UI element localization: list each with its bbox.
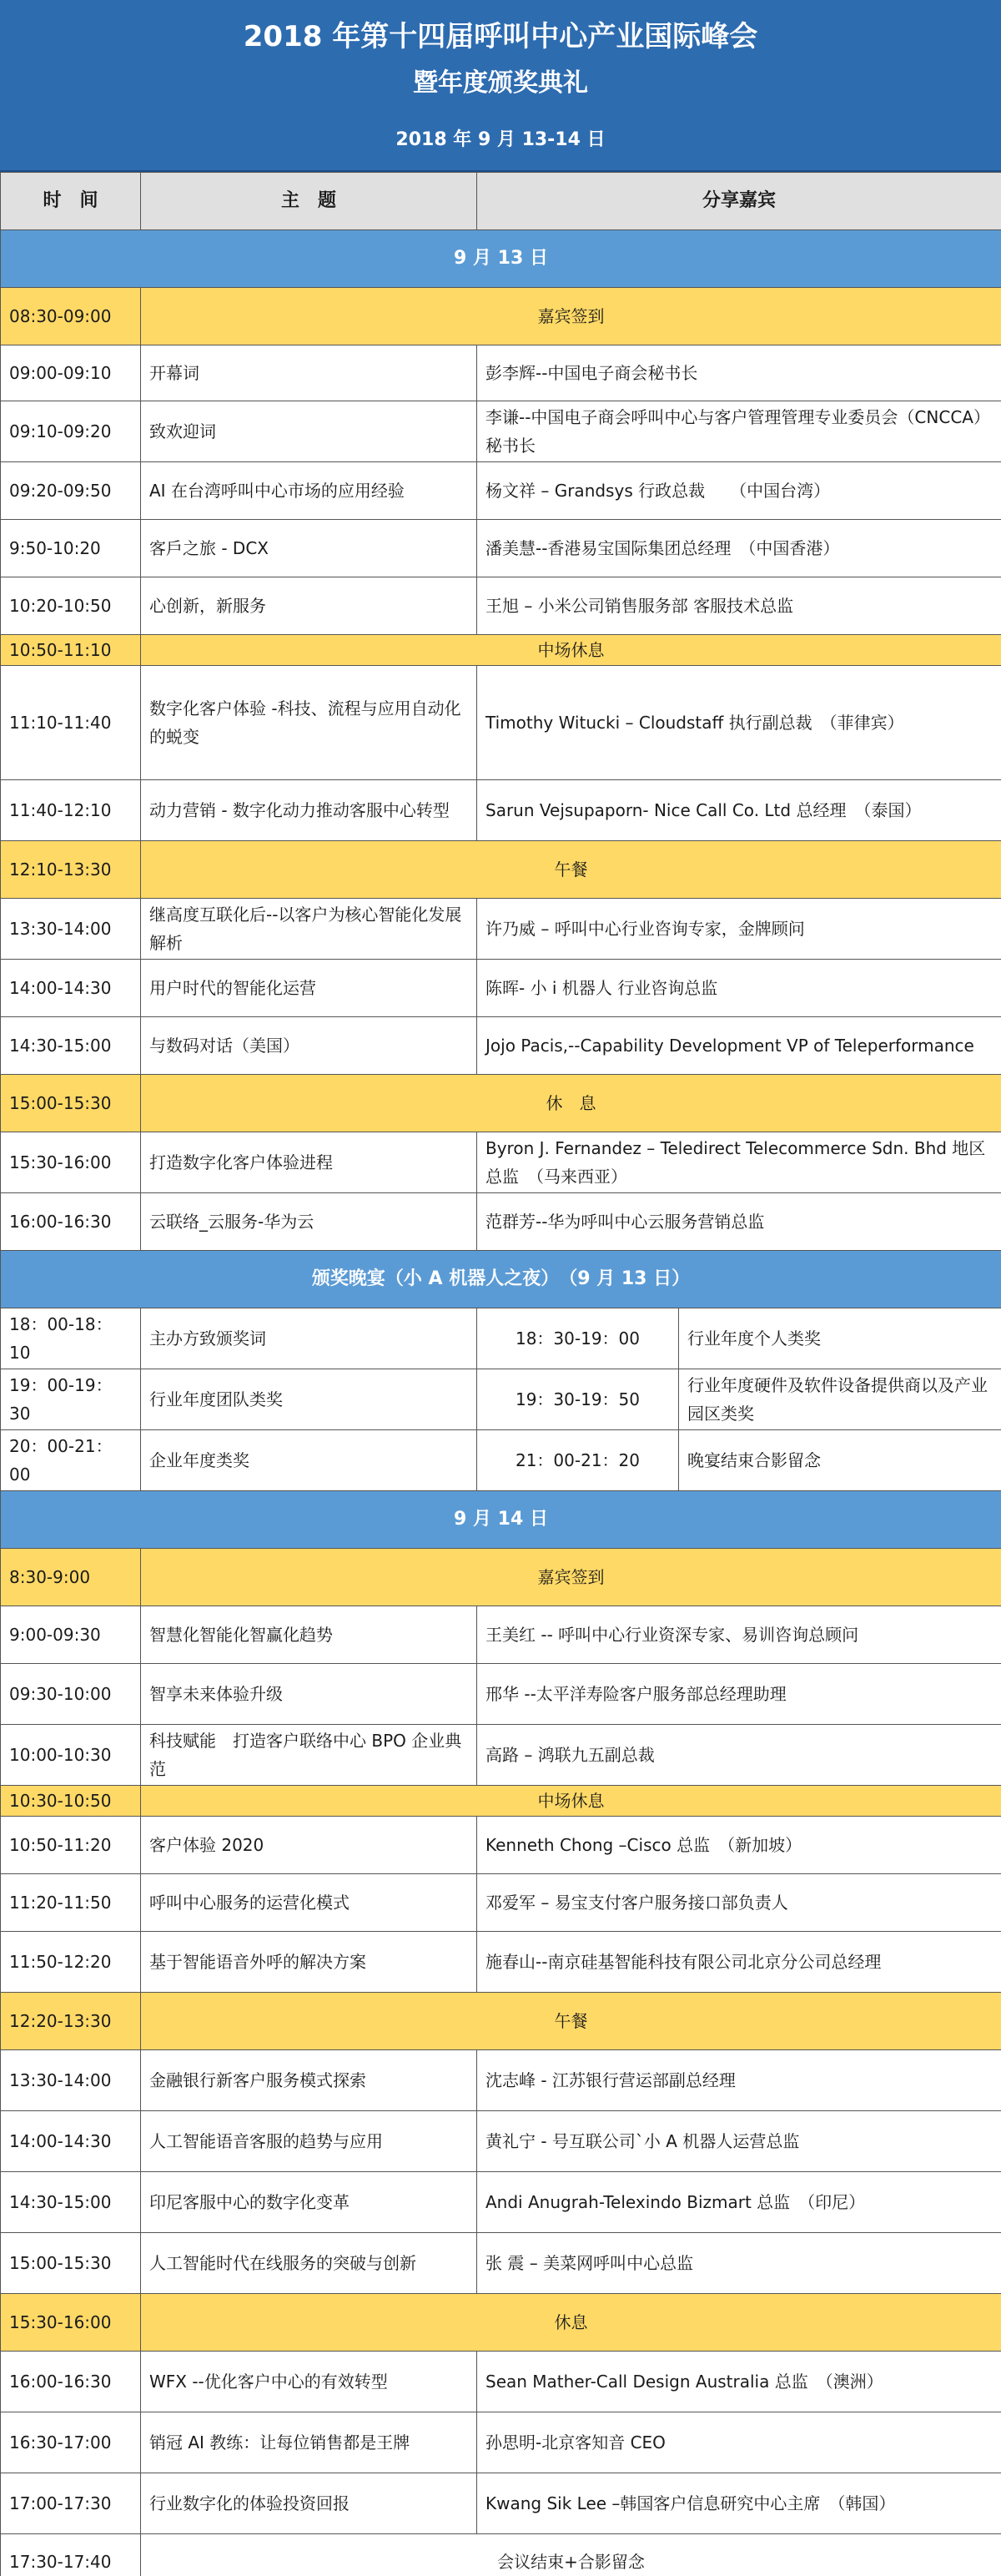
schedule-table [0,172,1001,2576]
table-row: 14:30-15:00 与数码对话（美国） Jojo Pacis,--Capability Development VP of Teleperformance [1,1017,1001,1075]
table-row: 11:40-12:10 动力营销 - 数字化动力推动客服中心转型 Sarun Vejsupaporn- Nice Call Co. Ltd 总经理 （泰国） [1,780,1001,841]
table-row: 09:20-09:50 AI 在台湾呼叫中心市场的应用经验 杨文祥 – Grandsys 行政总裁 （中国台湾） [1,462,1001,520]
col-speaker-header: 分享嘉宾 [477,173,1001,230]
table-row: 17:00-17:30 行业数字化的体验投资回报 Kwang Sik Lee –韩国客户信息研究中心主席 （韩国） [1,2473,1001,2534]
table-row: 09:00-09:10 开幕词 彭李辉--中国电子商会秘书长 [1,345,1001,401]
page-title: 2018 年第十四届呼叫中心产业国际峰会 [243,20,758,53]
day-header: 9 月 13 日 [1,230,1001,288]
gala-row: 18：00-18：10 主办方致颁奖词 18：30-19：00 行业年度个人类奖 [1,1308,1001,1369]
table-row: 11:10-11:40 数字化客户体验 -科技、流程与应用自动化的蜕变 Timothy Witucki – Cloudstaff 执行副总裁 （菲律宾） [1,666,1001,780]
break-row: 8:30-9:00 嘉宾签到 [1,1549,1001,1606]
table-row: 11:20-11:50 呼叫中心服务的运营化模式 邓爱军 – 易宝支付客户服务接口部负责人 [1,1874,1001,1932]
gala-header: 颁奖晚宴（小 A 机器人之夜） （9 月 13 日） [1,1251,1001,1308]
table-header [1,173,1001,230]
break-row: 10:30-10:50 中场休息 [1,1786,1001,1817]
table-row: 14:00-14:30 用户时代的智能化运营 陈晖- 小 i 机器人 行业咨询总监 [1,960,1001,1017]
closing-row: 17:30-17:40 会议结束+合影留念 [1,2534,1001,2576]
table-row: 16:00-16:30 WFX --优化客户中心的有效转型 Sean Mather-Call Design Australia 总监 （澳洲） [1,2352,1001,2412]
table-row: 10:00-10:30 科技赋能 打造客户联络中心 BPO 企业典范 高路 – 鸿联九五副总裁 [1,1725,1001,1786]
table-row: 09:30-10:00 智享未来体验升级 邢华 --太平洋寿险客户服务部总经理助理 [1,1664,1001,1725]
table-row: 15:30-16:00 打造数字化客户体验进程 Byron J. Fernandez – Teledirect Telecommerce Sdn. Bhd 地区总监 （马来西亚） [1,1132,1001,1193]
page-subtitle: 暨年度颁奖典礼 [413,68,588,98]
day-header: 9 月 14 日 [1,1491,1001,1549]
table-row: 10:20-10:50 心创新，新服务 王旭 – 小米公司销售服务部 客服技术总监 [1,577,1001,635]
gala-row: 20：00-21：00 企业年度类奖 21：00-21：20 晚宴结束合影留念 [1,1430,1001,1491]
table-row: 11:50-12:20 基于智能语音外呼的解决方案 施春山--南京硅基智能科技有限公司北京分公司总经理 [1,1932,1001,1993]
break-row: 10:50-11:10 中场休息 [1,635,1001,666]
break-row: 12:20-13:30 午餐 [1,1993,1001,2050]
table-row: 14:00-14:30 人工智能语音客服的趋势与应用 黄礼宁 - 号互联公司`小 A 机器人运营总监 [1,2111,1001,2172]
title-banner [0,0,1001,172]
break-row: 15:00-15:30 休 息 [1,1075,1001,1132]
break-row: 08:30-09:00 嘉宾签到 [1,288,1001,345]
table-row: 14:30-15:00 印尼客服中心的数字化变革 Andi Anugrah-Telexindo Bizmart 总监 （印尼） [1,2172,1001,2233]
table-row: 9:00-09:30 智慧化智能化智赢化趋势 王美红 -- 呼叫中心行业资深专家、易训咨询总顾问 [1,1606,1001,1664]
event-date: 2018 年 9 月 13-14 日 [395,129,606,150]
gala-row: 19：00-19：30 行业年度团队类奖 19：30-19：50 行业年度硬件及软件设备提供商以及产业园区类奖 [1,1369,1001,1430]
table-row: 15:00-15:30 人工智能时代在线服务的突破与创新 张 震 – 美菜网呼叫中心总监 [1,2233,1001,2294]
table-row: 13:30-14:00 继高度互联化后--以客户为核心智能化发展解析 许乃威 – 呼叫中心行业咨询专家，金牌顾问 [1,899,1001,960]
col-topic-header: 主 题 [141,173,477,230]
table-row: 16:00-16:30 云联络_云服务-华为云 范群芳--华为呼叫中心云服务营销总监 [1,1193,1001,1251]
col-time-header: 时 间 [1,173,141,230]
table-row: 10:50-11:20 客户体验 2020 Kenneth Chong –Cisco 总监 （新加坡） [1,1817,1001,1874]
table-row: 9:50-10:20 客戶之旅 - DCX 潘美慧--香港易宝国际集团总经理 （中国香港） [1,520,1001,577]
table-row: 09:10-09:20 致欢迎词 李谦--中国电子商会呼叫中心与客户管理管理专业委员会（CNCCA）秘书长 [1,401,1001,462]
table-row: 16:30-17:00 销冠 AI 教练：让每位销售都是王牌 孙思明-北京客知音 CEO [1,2412,1001,2473]
break-row: 12:10-13:30 午餐 [1,841,1001,899]
table-row: 13:30-14:00 金融银行新客户服务模式探索 沈志峰 - 江苏银行营运部副总经理 [1,2050,1001,2111]
break-row: 15:30-16:00 休息 [1,2294,1001,2352]
